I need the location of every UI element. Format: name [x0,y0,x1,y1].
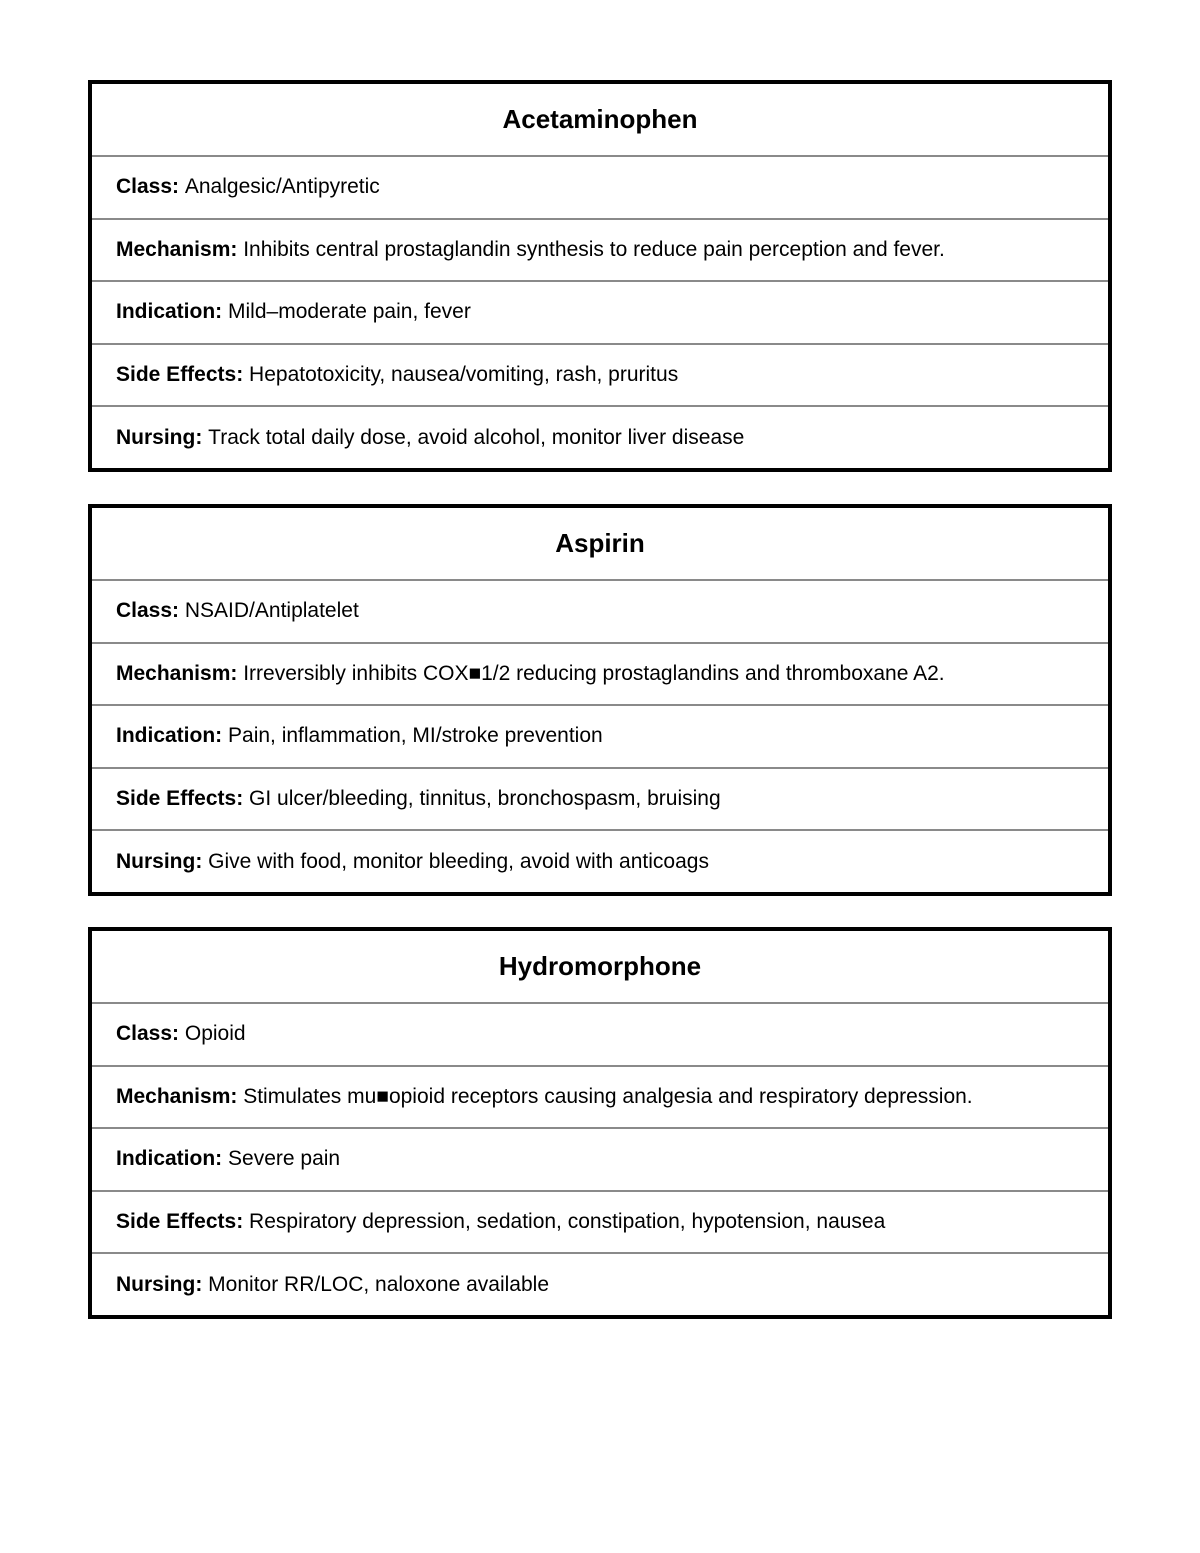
field-value: Inhibits central prostaglandin synthesis to reduce pain perception and fever. [243,237,945,261]
field-value: Stimulates mu■opioid receptors causing analgesia and respiratory depression. [243,1084,973,1108]
indication-row [92,1129,1108,1192]
field-value: Track total daily dose, avoid alcohol, monitor liver disease [208,425,745,449]
field-value: Analgesic/Antipyretic [184,175,380,199]
field-value: Pain, inflammation, MI/stroke prevention [228,724,603,748]
field-label: Indication: [116,300,223,324]
field-value: Mild–moderate pain, fever [228,300,471,324]
field-label: Side Effects: [116,1210,244,1234]
field-label: Mechanism: [116,237,238,261]
drug-card-title: Aspirin [92,508,1108,581]
field-label: Side Effects: [116,363,244,387]
drug-card-aspirin [88,504,1112,896]
drug-card-acetaminophen [88,80,1112,472]
field-value: Give with food, monitor bleeding, avoid with anticoags [208,849,709,873]
field-value: Severe pain [228,1147,341,1171]
field-label: Nursing: [116,1272,203,1296]
side-effects-row [92,769,1108,832]
field-value: NSAID/Antiplatelet [184,599,359,623]
nursing-row [92,407,1108,468]
indication-row [92,706,1108,769]
side-effects-row [92,345,1108,408]
field-value: Irreversibly inhibits COX■1/2 reducing prostaglandins and thromboxane A2. [243,661,945,685]
field-value: Opioid [184,1022,246,1046]
field-label: Mechanism: [116,661,238,685]
mechanism-row [92,1067,1108,1130]
class-row [92,157,1108,220]
class-row [92,1004,1108,1067]
drug-card-hydromorphone [88,927,1112,1319]
field-label: Class: [116,1022,180,1046]
field-label: Indication: [116,724,223,748]
field-label: Class: [116,175,180,199]
drug-card-title: Hydromorphone [92,931,1108,1004]
field-label: Side Effects: [116,787,244,811]
field-label: Nursing: [116,849,203,873]
field-value: Respiratory depression, sedation, constipation, hypotension, nausea [249,1210,886,1234]
mechanism-row [92,220,1108,283]
field-label: Indication: [116,1147,223,1171]
field-value: GI ulcer/bleeding, tinnitus, bronchospasm, bruising [249,787,721,811]
field-value: Hepatotoxicity, nausea/vomiting, rash, pruritus [249,363,679,387]
field-label: Nursing: [116,425,203,449]
field-label: Mechanism: [116,1084,238,1108]
nursing-row [92,831,1108,892]
indication-row [92,282,1108,345]
mechanism-row [92,644,1108,707]
class-row [92,581,1108,644]
field-value: Monitor RR/LOC, naloxone available [208,1272,550,1296]
drug-card-title: Acetaminophen [92,84,1108,157]
field-label: Class: [116,599,180,623]
side-effects-row [92,1192,1108,1255]
nursing-row [92,1254,1108,1315]
